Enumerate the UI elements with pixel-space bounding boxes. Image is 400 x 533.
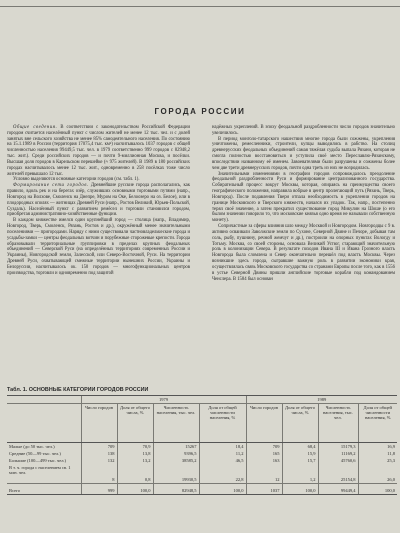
table-cell: 45760,6: [318, 457, 358, 464]
table-cell: 15,7: [282, 457, 318, 464]
table-cell: 11,8: [358, 450, 397, 457]
table-cell: 15,9: [282, 450, 318, 457]
table-cell: 999: [81, 484, 117, 495]
header-population-share: Доля от общей численности населения, %: [358, 404, 397, 443]
table-cell: 13,8: [117, 450, 153, 457]
header-population-share: Доля от общей численности населения, %: [199, 404, 246, 443]
table-cell: 0,8: [117, 476, 153, 484]
table-cell: 100,0: [358, 484, 397, 495]
section-lead-general: Общие сведения.: [13, 125, 58, 130]
page-title: ГОРОДА РОССИИ: [154, 107, 246, 116]
paragraph-categories-note: Условно выделяются основные категории городов (см. табл. 1).: [13, 177, 140, 183]
table-cell: [318, 464, 358, 476]
table-row: [7, 476, 397, 484]
table-cell: [282, 464, 318, 476]
table-cell: 709: [81, 443, 117, 451]
paragraph-centralization: Значительными изменениями в географии городов сопровождалось преодоление феодальной раздробленности Руси и формирование централизованного государства. Собирательный процесс вокруг Москвы, которая, опираясь на преимущества своего географического положения, направила вобрые в центр пролегающий путь (Рязань, Тверь, Новгород). После подавления Твери отпала необходимость в укреплении городов на границе Московского и Тверского княжеств, начался их упадок. Так, напр., постепенно терял своё значение, а затем прекратил существование город Микулин на Шоше (о его былом значении говорило то, что московские князья одно время не называли собственную монету).: [212, 171, 395, 224]
table-cell: 15179,3: [318, 443, 358, 451]
city-categories-table: [7, 395, 397, 495]
table-cell: 25,3: [358, 457, 397, 464]
table-cell: 82948,5: [153, 484, 199, 495]
table-cell: 1037: [246, 484, 282, 495]
table-cell: 709: [246, 443, 282, 451]
table-cell: 1,2: [282, 476, 318, 484]
table-cell: 19930,5: [153, 476, 199, 484]
table-cell: 138: [81, 450, 117, 457]
right-column: [212, 125, 395, 282]
header-population: Численность населения, тыс. чел.: [318, 404, 358, 443]
row-label: Большие (100—499 тыс. чел.): [9, 458, 67, 463]
table-cell: 46,5: [199, 457, 246, 464]
paragraph-intro: [7, 125, 190, 177]
intro-text: В соответствии с законодательством Российской Федерации городом считается населённый пункт с числом жителей не менее 12 тыс. чел. и с долей занятых вне сельского хозяйства не менее 85% самодеятельного населения. По состоянию на 15.1.1989 в России (территория 17075,4 тыс. км²) насчитывалось 1037 городов с общей численностью населения 99449,5 тыс. чел. в 1979 соответственно 999 городов с 82948,2 тыс. жит.). Среди российских городов — и почти 9-миллионная Москва, и посёлки. Высшая доля городов в Карельском перешейке (≈ 975 жителей). В 1989 в 180 российских городах насчитывалось менее 12 тыс. жит., одновременно в 258 посёлках тоже число жителей превышало 12 тыс.: [7, 125, 190, 177]
header-blank: [7, 404, 81, 443]
table-cell: 8: [81, 476, 117, 484]
table-container: [7, 395, 397, 495]
table-row: [7, 450, 397, 457]
formation-text: Древнейшие русские города располагались, как правило, вдоль рек и на берегах озёр, служивших основными торговыми путями (напр., Новгород на Волхове, Смоленск на Днепре, Муром на Оке, Белоозеро на оз. Белое), или в плодородных ополях — житницах Древней Руси (напр., Ростов Великий, Юрьев-Польской, Суздаль). Населённый пункт с развитием ремёсел и торговли становился городом, приобретая административно-хозяйственные функции.: [7, 183, 191, 218]
table-cell: 70,9: [117, 443, 153, 451]
table-cell: 68,4: [282, 443, 318, 451]
table-cell: [81, 464, 117, 476]
table-cell: 100,0: [282, 484, 318, 495]
paragraph-formation: [7, 183, 190, 218]
table-row-total: [7, 484, 397, 495]
table-cell: 13,2: [117, 457, 153, 464]
table-cell: 9396,5: [153, 450, 199, 457]
table-cell: [153, 464, 199, 476]
header-count: Число городов: [246, 404, 282, 443]
header-count-share: Доля от общего числа, %: [117, 404, 153, 443]
paragraph-invasion: В период монголо-татарского нашествия многие города были сожжены, укрепления уничтожены, ремесленники, строители, купцы выводились в рабство. На столиц древнерусских феодальных объединений самая тяжёлая судьба выпала Рязани, которая не смогла полностью восстановиться и уступила своё место Переславлю-Рязанскому, впоследствии названному её именем. Завоевателями были разрушены и сожжены более чем две трети древнерусских городов, почти одна треть из них не возродилась.: [212, 136, 395, 171]
table-cell: 163: [246, 457, 282, 464]
row-label: В т. ч. города с населением св. 1 млн. чел.: [9, 465, 71, 475]
table-row: [7, 443, 397, 451]
row-label: Всего: [7, 484, 81, 495]
table-cell: 11169,2: [318, 450, 358, 457]
paragraph-fortifications: надёжных укреплений. В эпоху феодальной раздробленности число городов значительно увеличилось.: [212, 125, 395, 136]
table-cell: 132: [81, 457, 117, 464]
table-cell: 99449,4: [318, 484, 358, 495]
table-cell: 25154,8: [318, 476, 358, 484]
table-cell: 165: [246, 450, 282, 457]
header-year-1989: 1989: [246, 396, 397, 404]
paragraph-principalities: В каждом княжестве имелся один крупнейший город — столица (напр., Владимир, Новгород, Тверь, Смоленск, Рязань, Ростов и др.), окружённый менее значительными поселениями — пригородами. Наряду с ними существовали частновладельческие города и усадьбы-замки — центры феодальных вотчин и порубежные сторожевые крепости. Города образовывали территориальные группировки в пределах крупных феодальных объединений — Северской Руси (на определённых территориях современных России и Украины), Новгородской земли, Залесской, или Северо-Восточной, Руси. На территории Древней Руси, охватывающей смежные территории нынешних России, Украины и Белоруссии, насчитывалось ок. 150 городов — многофункциональных центров производства, торговли и одновременно под защитой: [7, 218, 190, 276]
paragraph-north: Сопричастные за сферы влияния шло между Москвой и Новгородом. Новгородцы с 9 в. активно осваивали Заволжские земли по Сухоне, Северной Двине и Печоре, добывая там соль, рыбу, пушнину, речной жемчуг и др.), построили на опорных пунктах Вологду и Тотьму. Москва, со своей стороны, основала Великий Устюг, старающий значительную роль в колонизации Севера. В результате походов Ивана III и Ивана Грозного власть Новгорода была сломлена и Север окончательно перешёл под власть Москвы. Через возникшие здесь города, сыгравшие важную роль в развитии экономики края, осуществлялась связь Московского государства со странами Европы после того, как в 1556 в устье Северной Двины пришли английские торговые корабли под командованием Ченслера. В 1584 был основан: [212, 224, 395, 282]
table-row: [7, 457, 397, 464]
section-lead-formation: Формирование сети городов.: [13, 183, 89, 189]
table-cell: 15267: [153, 443, 199, 451]
table-cell: 22,8: [199, 476, 246, 484]
header-count: Число городов: [81, 404, 117, 443]
table-cell: 12: [246, 476, 282, 484]
table-cell: 100,0: [199, 484, 246, 495]
header-count-share: Доля от общего числа, %: [282, 404, 318, 443]
top-rule: [0, 6, 400, 7]
table-cell: [199, 464, 246, 476]
table-caption: Табл. 1. ОСНОВНЫЕ КАТЕГОРИИ ГОРОДОВ РОССИИ: [7, 387, 149, 393]
table-cell: [117, 464, 153, 476]
table-cell: 18,4: [199, 443, 246, 451]
table-cell: 11,2: [199, 450, 246, 457]
header-population: Численность населения, тыс. чел.: [153, 404, 199, 443]
table-cell: [358, 464, 397, 476]
header-category: [7, 396, 81, 404]
table-cell: 26,0: [358, 476, 397, 484]
table-cell: 16,9: [358, 443, 397, 451]
table-cell: [246, 464, 282, 476]
row-label: Средние (50—99 тыс. чел.): [9, 451, 61, 456]
row-label: [7, 476, 81, 484]
header-year-1979: 1979: [81, 396, 246, 404]
left-column: [7, 125, 190, 277]
table-row: [7, 464, 397, 476]
table-cell: 38585,2: [153, 457, 199, 464]
table-cell: 100,0: [117, 484, 153, 495]
row-label: Малые (до 50 тыс. чел.): [9, 444, 55, 449]
